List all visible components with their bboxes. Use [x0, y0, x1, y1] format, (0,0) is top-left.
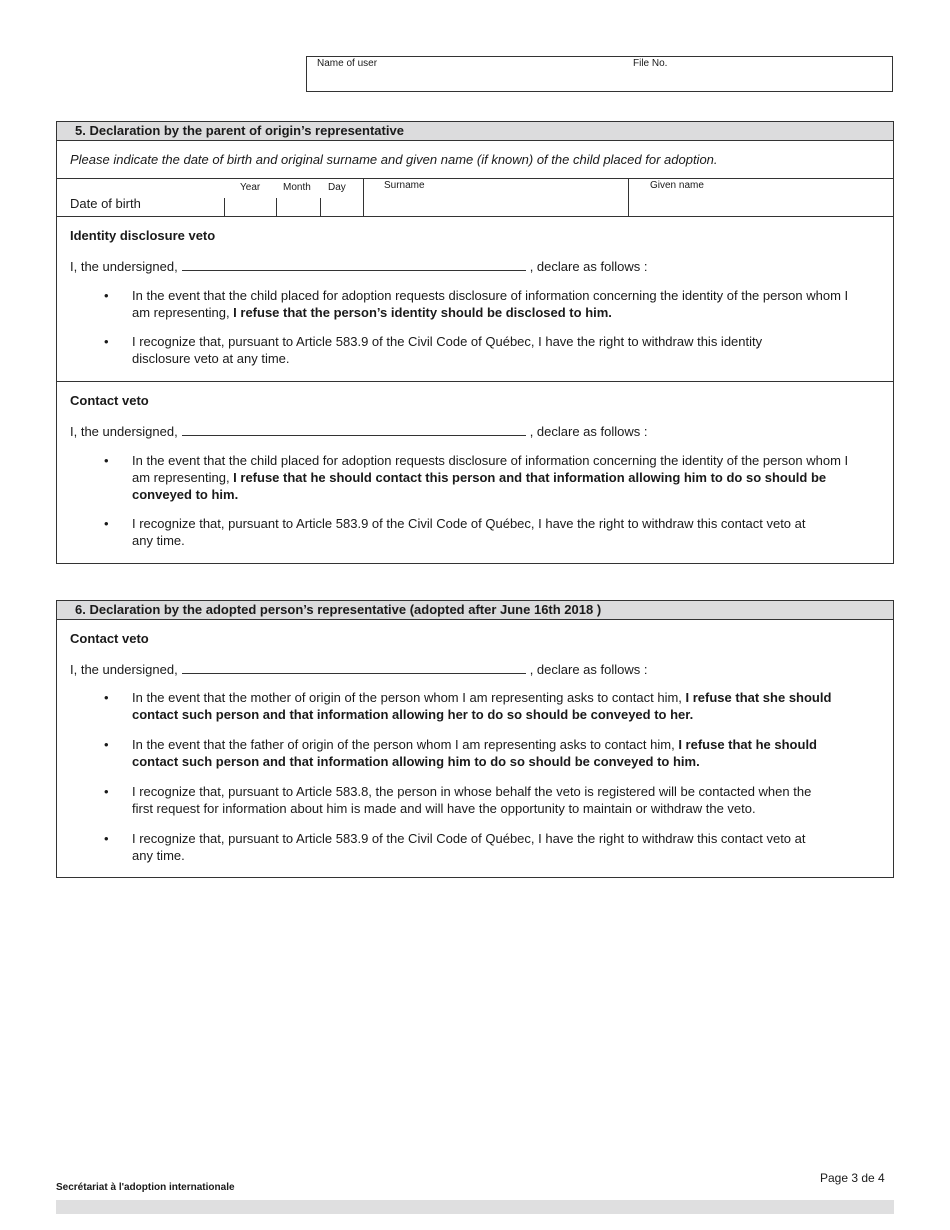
contact-undersigned-line: I, the undersigned, , declare as follows :	[70, 424, 648, 439]
bullet: •	[104, 784, 109, 799]
section-6-title: 6. Declaration by the adopted person’s representative (adopted after June 16th 2018 )	[57, 601, 893, 620]
contact-bullet-2: I recognize that, pursuant to Article 583.9 of the Civil Code of Québec, I have the right to withdraw this contact veto at any time.	[132, 516, 806, 548]
identity-undersigned-name-input[interactable]	[182, 258, 526, 271]
day-label: Day	[328, 182, 346, 193]
surname-label: Surname	[384, 180, 425, 191]
contact-bullet-1: In the event that the child placed for adoption requests disclosure of information concerning the identity of the person whom I am representing, I refuse that he should contact this person and that information allowing him to do so should be conveyed to him.	[132, 453, 849, 502]
page-number: Page 3 de 4	[820, 1171, 885, 1185]
year-label: Year	[240, 182, 261, 193]
contact-undersigned-name-input[interactable]	[182, 423, 526, 436]
section-6-bullet-1: In the event that the mother of origin of the person whom I am representing asks to contact him, I refuse that she should contact such person and that information allowing her to do so should be conveyed to her.	[132, 690, 832, 722]
name-of-user-input[interactable]	[310, 70, 620, 90]
bullet: •	[104, 516, 109, 531]
bullet: •	[104, 831, 109, 846]
file-no-input[interactable]	[630, 70, 888, 90]
identity-veto-heading: Identity disclosure veto	[70, 228, 216, 243]
bullet: •	[104, 737, 109, 752]
identity-bullet-1: In the event that the child placed for adoption requests disclosure of information concerning the identity of the person whom I am representing, I refuse that the person’s identity should be disclosed to him.	[132, 288, 849, 320]
month-label: Month	[283, 182, 311, 193]
given-name-label: Given name	[650, 180, 704, 191]
section-5-title: 5. Declaration by the parent of origin’s representative	[57, 122, 893, 141]
bullet: •	[104, 690, 109, 705]
section-6-bullet-2: In the event that the father of origin of the person whom I am representing asks to contact him, I refuse that he should contact such person and that information allowing him to do so should be conveyed to him.	[132, 737, 817, 769]
footer-bar	[56, 1200, 894, 1214]
day-input[interactable]	[321, 198, 361, 216]
name-of-user-label: Name of user	[317, 58, 378, 69]
surname-input[interactable]	[366, 194, 624, 214]
given-name-input[interactable]	[632, 194, 890, 214]
identity-undersigned-line: I, the undersigned, , declare as follows :	[70, 259, 648, 274]
bullet: •	[104, 288, 109, 303]
file-no-label: File No.	[633, 58, 668, 69]
contact-veto-heading: Contact veto	[70, 393, 149, 408]
section-5-instruction: Please indicate the date of birth and original surname and given name (if known) of the child placed for adoption.	[70, 152, 718, 167]
section-6-contact-veto-heading: Contact veto	[70, 631, 149, 646]
section-6-bullet-3: I recognize that, pursuant to Article 583.8, the person in whose behalf the veto is registered will be contacted when the first request for information about him is made and will have the opportunity to maintain or withdraw the veto.	[132, 784, 812, 816]
month-input[interactable]	[277, 198, 319, 216]
date-of-birth-label: Date of birth	[70, 196, 141, 211]
section-6-undersigned-line: I, the undersigned, , declare as follows :	[70, 662, 648, 677]
section-6-undersigned-name-input[interactable]	[182, 661, 526, 674]
footer-organization: Secrétariat à l'adoption internationale	[56, 1182, 235, 1193]
bullet: •	[104, 334, 109, 349]
bullet: •	[104, 453, 109, 468]
year-input[interactable]	[225, 198, 275, 216]
section-6-bullet-4: I recognize that, pursuant to Article 583.9 of the Civil Code of Québec, I have the right to withdraw this contact veto at any time.	[132, 831, 806, 863]
identity-bullet-2: I recognize that, pursuant to Article 583.9 of the Civil Code of Québec, I have the right to withdraw this identity disclosure veto at any time.	[132, 334, 763, 366]
